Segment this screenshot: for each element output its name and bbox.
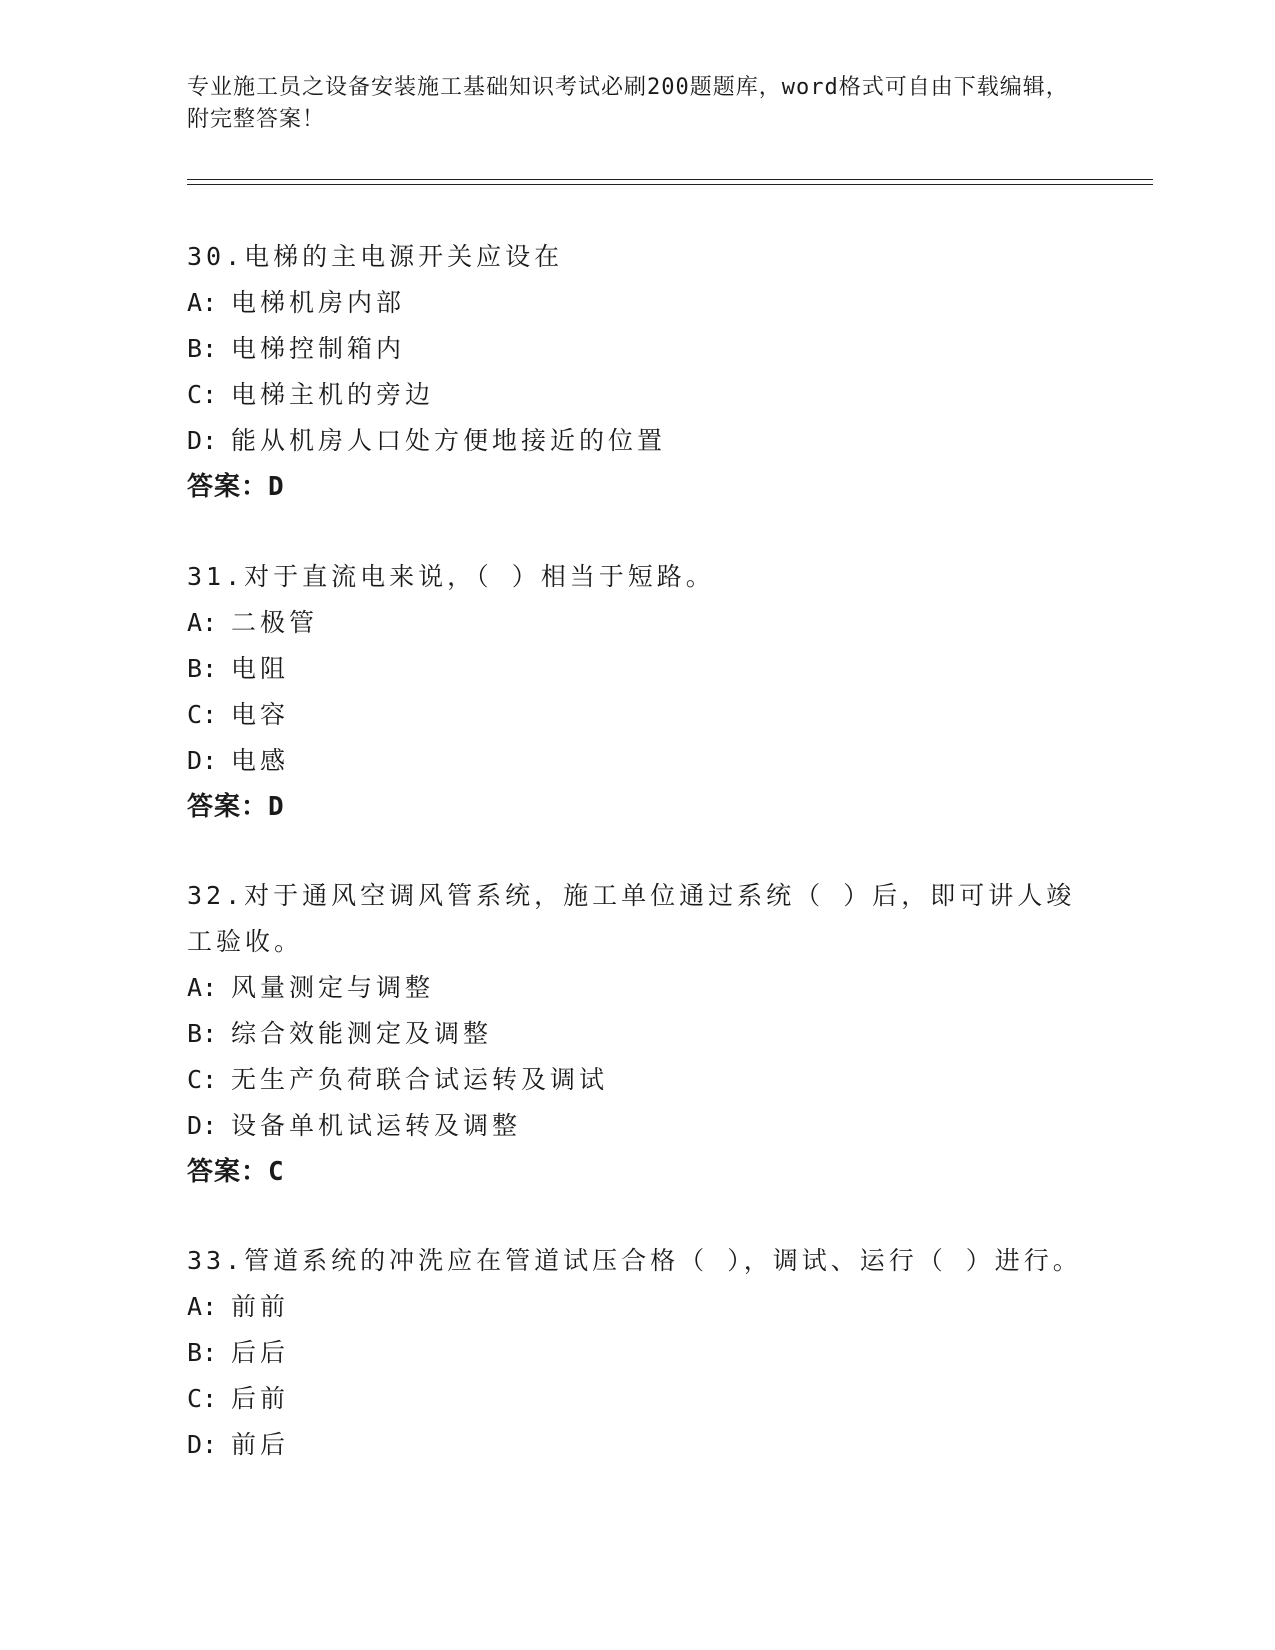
option-text: 能从机房人口处方便地接近的位置 [231,426,667,455]
option-b [187,326,1087,372]
question-30 [187,234,1087,510]
option-a [187,600,1087,646]
option-letter: D: [187,1430,218,1459]
option-text: 二极管 [231,608,319,637]
option-letter: B: [187,654,218,683]
option-text: 设备单机试运转及调整 [231,1111,522,1140]
option-text: 电感 [231,746,290,775]
option-text: 电梯主机的旁边 [231,380,435,409]
option-d [187,418,1087,464]
question-stem: 33.管道系统的冲洗应在管道试压合格（ ），调试、运行（ ）进行。 [187,1246,1082,1275]
option-letter: B: [187,1019,218,1048]
option-letter: A: [187,288,218,317]
option-a [187,1284,1087,1330]
option-letter: D: [187,746,218,775]
answer-line: 答案：D [187,472,285,502]
header-divider-top [187,179,1153,180]
question-33 [187,1238,1087,1468]
question-stem: 31.对于直流电来说，（ ）相当于短路。 [187,562,715,591]
option-a [187,965,1087,1011]
option-text: 前前 [231,1292,290,1321]
option-letter: D: [187,426,218,455]
option-text: 电容 [231,700,290,729]
option-letter: D: [187,1111,218,1140]
option-d [187,1422,1087,1468]
option-letter: A: [187,1292,218,1321]
option-letter: A: [187,608,218,637]
option-b [187,1330,1087,1376]
option-b [187,646,1087,692]
option-letter: C: [187,700,218,729]
option-text: 后前 [231,1384,290,1413]
question-32 [187,873,1087,1195]
option-d [187,738,1087,784]
option-text: 电梯机房内部 [231,288,406,317]
option-c [187,372,1087,418]
option-c [187,1057,1087,1103]
option-a [187,280,1087,326]
document-header [187,72,1087,136]
option-letter: C: [187,1065,218,1094]
option-letter: C: [187,380,218,409]
option-text: 综合效能测定及调整 [231,1019,493,1048]
option-letter: B: [187,334,218,363]
option-text: 前后 [231,1430,290,1459]
question-stem: 32.对于通风空调风管系统，施工单位通过系统（ ）后，即可讲人竣工验收。 [187,881,1076,956]
answer-line: 答案：C [187,1157,285,1187]
option-b [187,1011,1087,1057]
question-stem: 30.电梯的主电源开关应设在 [187,242,564,271]
option-text: 电梯控制箱内 [231,334,406,363]
question-31 [187,554,1087,830]
option-letter: C: [187,1384,218,1413]
option-text: 后后 [231,1338,290,1367]
option-c [187,692,1087,738]
option-c [187,1376,1087,1422]
option-letter: B: [187,1338,218,1367]
answer-line: 答案：D [187,792,285,822]
option-text: 电阻 [231,654,290,683]
option-d [187,1103,1087,1149]
option-letter: A: [187,973,218,1002]
option-text: 风量测定与调整 [231,973,435,1002]
header-title: 专业施工员之设备安装施工基础知识考试必刷200题题库，word格式可自由下载编辑，附完整答案！ [187,75,1069,132]
option-text: 无生产负荷联合试运转及调试 [231,1065,609,1094]
header-divider-bottom [187,184,1153,185]
